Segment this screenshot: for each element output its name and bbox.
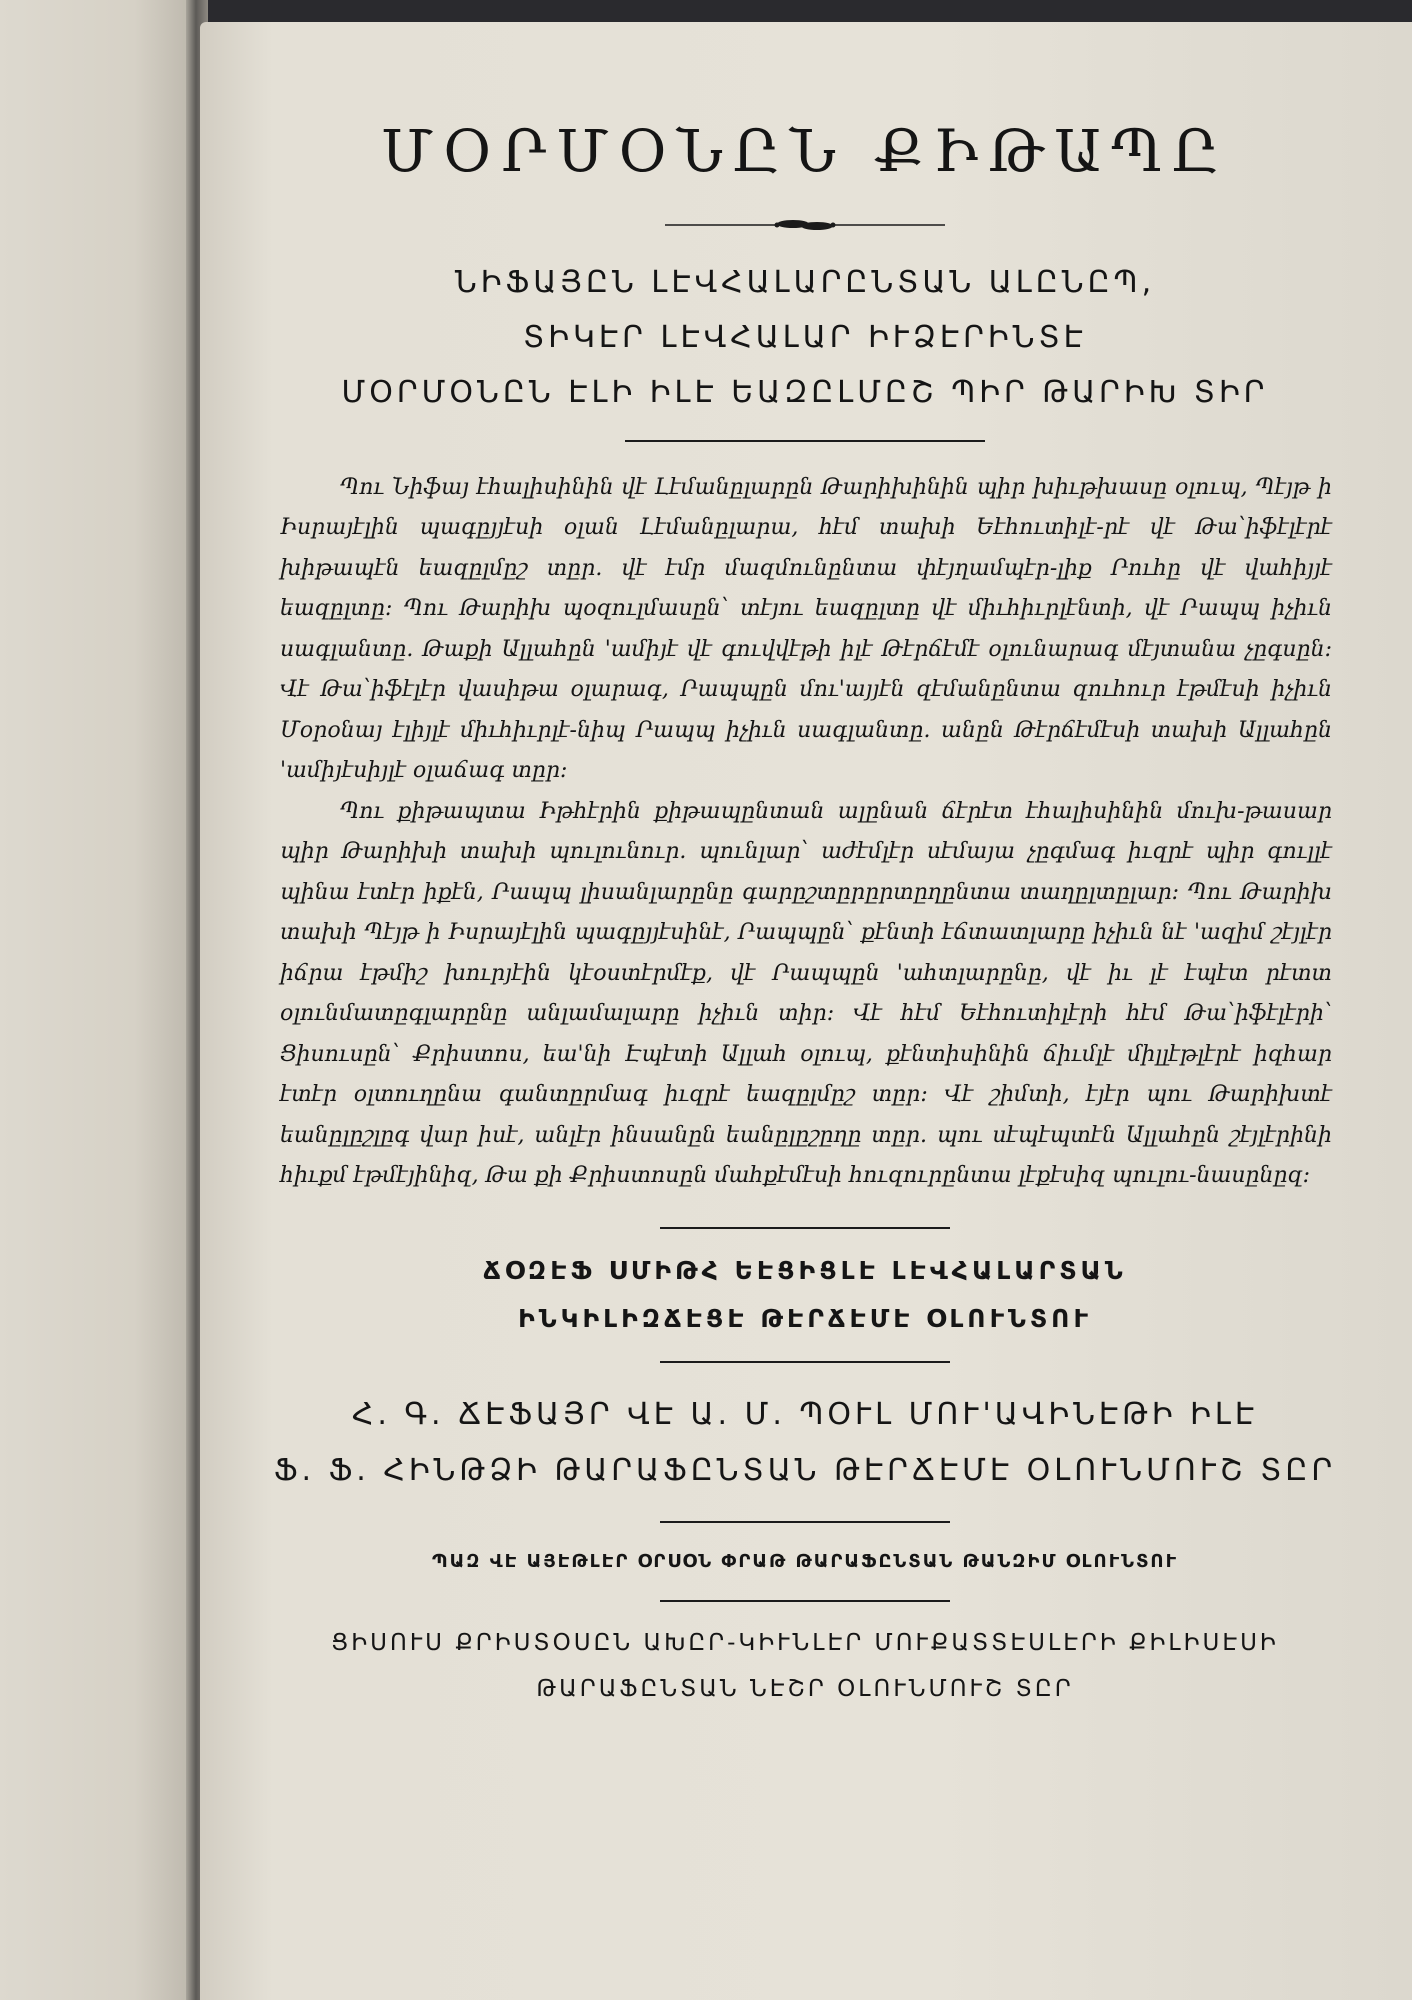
- title-page-content: [270, 117, 1340, 1712]
- subtitle-line: ՆԻՖԱՅԸՆ ԼԷՎՀԱԼԱՐԸՆՏԱՆ ԱԼԸՆԸՊ,: [454, 264, 1156, 300]
- subtitle-line: ՏԻԿԷՐ ԼԷՎՀԱԼԱՐ ԻՒՁԷՐԻՆՏԷ: [523, 319, 1087, 355]
- translation-line: ՃՕԶԷՖ ՍՄԻԹՀ ԵԷՑԻՑԼԷ ԼԷՎՀԱԼԱՐՏԱՆ: [483, 1255, 1127, 1285]
- divider-rule: [625, 440, 985, 442]
- publisher-line: ՑԻՍՈՒՍ ՔՐԻՍՏՕՍԸՆ ԱԽԸՐ-ԿԻՒՆԼԷՐ ՄՈՒՔԱՏՏԷՍԼԷՐԻ ՔԻԼԻՍԷՍԻ: [331, 1629, 1279, 1656]
- left-page: [0, 0, 192, 2000]
- right-page: [200, 22, 1412, 2000]
- translators-line: Հ. Գ. ՃԷՖԱՅՐ ՎԷ Ա. Մ. ՊՕՒԼ ՄՈՒ'ԱՎԻՆԷԹԻ ԻԼԷ: [351, 1396, 1259, 1432]
- first-print-line: ՊԱԶ ՎԷ ԱՅԷԹԼԷՐ ՕՐՍՕՆ ՓՐԱԹ ԹԱՐԱՖԸՆՏԱՆ ԹԱՆԶԻՄ ՕԼՈՒՆՏՈՒ: [432, 1550, 1178, 1572]
- translators-line: Ֆ. Ֆ. ՀԻՆԹՁԻ ԹԱՐԱՖԸՆՏԱՆ ԹԷՐՃԷՄԷ ՕԼՈՒՆՄՈՒՇ ՏԸՐ: [273, 1452, 1337, 1488]
- divider-rule: [660, 1521, 950, 1523]
- ornament-rule-icon: [665, 215, 945, 235]
- divider-rule: [660, 1227, 950, 1229]
- publisher-block: [270, 1620, 1340, 1712]
- translators-block: [270, 1387, 1340, 1499]
- divider-rule: [660, 1600, 950, 1602]
- subtitle-line: ՄՕՐՄՕՆԸՆ ԷԼԻ ԻԼԷ ԵԱԶԸԼՄԸՇ ՊԻՐ ԹԱՐԻԽ ՏԻՐ: [341, 374, 1269, 410]
- paragraph: Պու Նիֆայ էհալիսինին վէ Լէմանըլարըն Թարիխինին պիր խիւթխասը օլուպ, Պէյթ ի Իսրայէլին պագըյյէսի օլան Լէմանըլարա, հէմ տախի Եէհուտիլէ-րէ վէ Թա՝իֆէլէրէ խիթապէն եազըլմըշ տըր. վէ էմր մազմունընտա փէյղամպէր-լիք Րուհը վէ վահիյյէ եազըլտը: Պու Թարիխ պօզուլմասըն՝ տէյու եազըլտը վէ միւհիւրլէնտի, վէ Րապպ իչիւն սագլանտը. Թաքի Ալլահըն 'ամիյէ վէ գուվվէթի իլէ Թէրճէմէ օլունարագ մէյտանա չըգսըն: Վէ Թա՝իֆէլէր վասիթա օլարագ, Րապպըն մու'այյէն զէմանընտա զուհուր էթմէսի իչիւն Մօրօնայ էլիյլէ միւհիւրլէ-նիպ Րապպ իչիւն սագլանտը. անըն Թէրճէմէսի տախի Ալլահըն 'ամիյէսիյլէ օլաճագ տըր:: [280, 474, 1332, 784]
- translation-block: [270, 1247, 1340, 1343]
- publisher-line: ԹԱՐԱՖԸՆՏԱՆ ՆԷՇՐ ՕԼՈՒՆՄՈՒՇ ՏԸՐ: [536, 1675, 1074, 1702]
- translation-line: ԻՆԿԻԼԻԶՃԷՑԷ ԹԷՐՃԷՄԷ ՕԼՈՒՆՏՈՒ: [518, 1303, 1092, 1333]
- body-text: [270, 468, 1340, 1197]
- divider-rule: [660, 1361, 950, 1363]
- subtitle-block: [270, 255, 1340, 420]
- paragraph: Պու քիթապտա Իթհէրին քիթապընտան ալընան ճէրէտ էհալիսինին մուխ-թասար պիր Թարիխի տախի պուլունուր. պունլար՝ աժէմլէր սէմայա չըգմագ իւզրէ պիր գուլլէ պինա էտէր իքէն, Րապպ լիսանլարընը գարըշտըրըրտըղընտա տաղըլտըլար: Պու Թարիխ տախի Պէյթ ի Իսրայէլին պագըյյէսինէ, Րապպըն՝ քէնտի էճտատլարը իչիւն նէ 'ազիմ շէյլէր իճրա էթմիշ խուրյէին կէօստէրմէք, վէ Րապպըն 'ահտլարընը, վէ իւ լէ էպէտ րէտտ օլունմատըգլարընը անլամալարը իչիւն տիր: Վէ հէմ Եէհուտիլէրի հէմ Թա՝իֆէլէրի՝ Ցիսուսըն՝ Քրիստոս, եա'նի Էպէտի Ալլահ օլուպ, քէնտիսինին ճիւմլէ միլլէթլէրէ իզհար էտէր օլտուղընա գանտըրմագ իւզրէ եազըլմըշ տըր: Վէ շիմտի, էյէր պու Թարիխտէ եանըլըշլըգ վար իսէ, անլէր ինսանըն եանըլըշըղը տըր. պու սէպէպտէն Ալլահըն շէյլէրինի հիւքմ էթմէյինիզ, Թա քի Քրիստոսըն մահքէմէսի հուզուրընտա լէքէսիզ պուլու-նասընըզ:: [280, 798, 1332, 1189]
- book-title: ՄՕՐՄՕՆԸՆ ՔԻԹԱՊԸ: [380, 117, 1230, 185]
- ornament-divider: [270, 215, 1340, 235]
